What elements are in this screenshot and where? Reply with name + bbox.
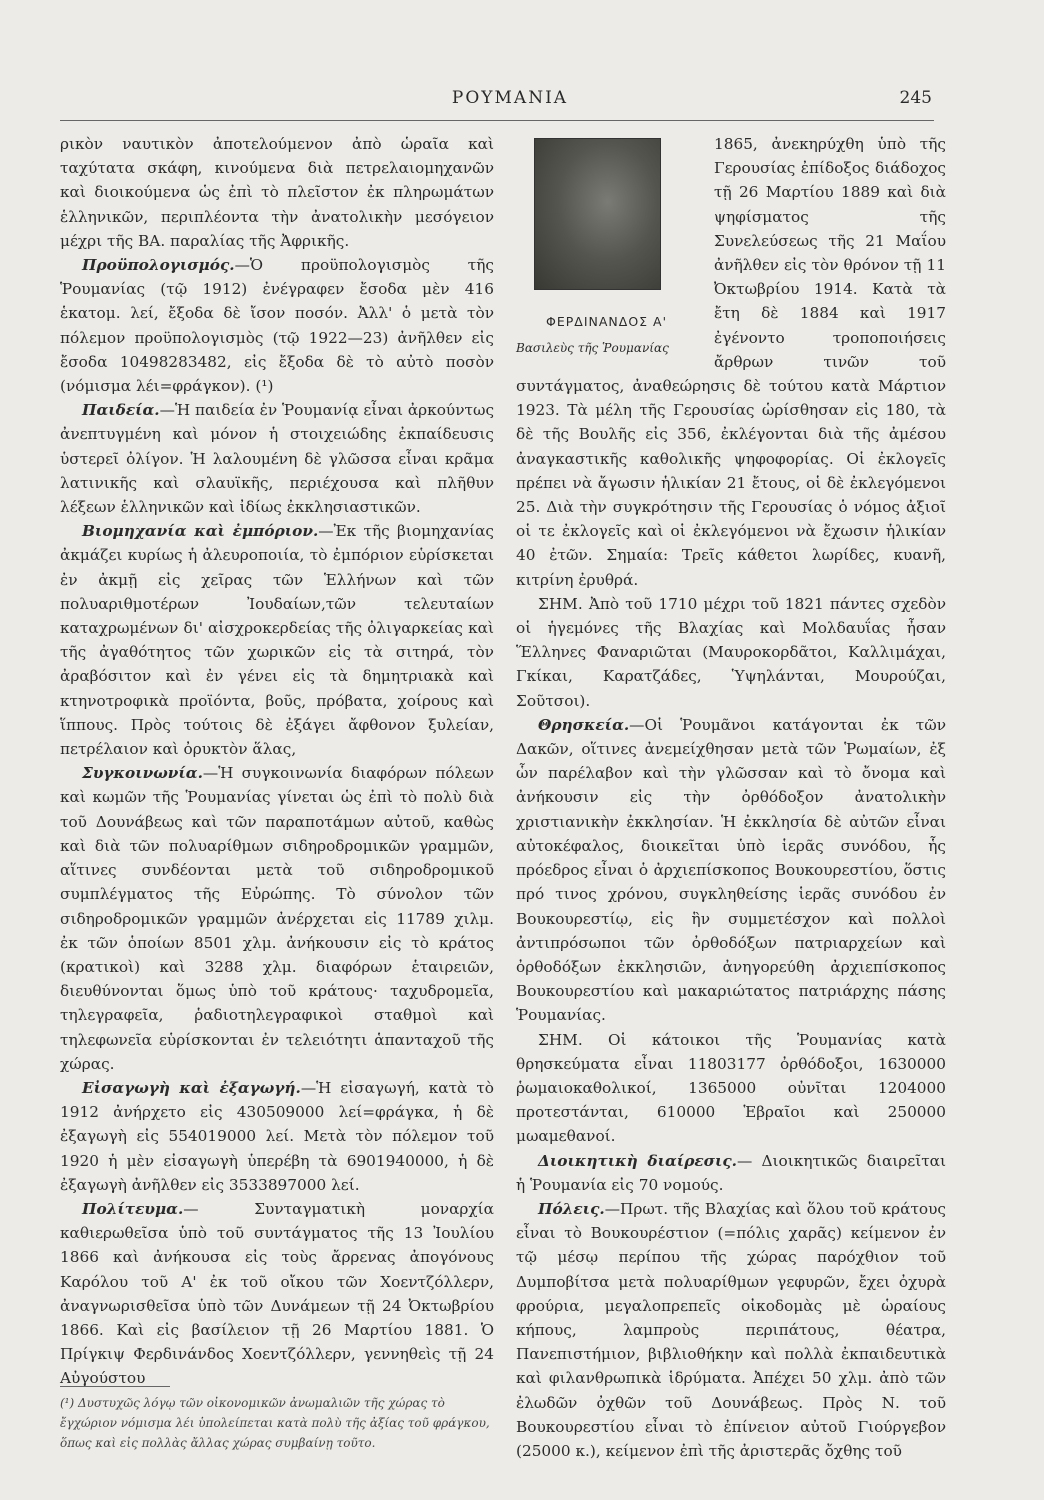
text-polity: — Συνταγματικὴ μοναρχία καθιερωθεῖσα ὑπὸ τοῦ συντάγματος τῆς 13 Ἰουλίου 1866 καὶ ἀνήκουσα εἰς τοὺς ἄρρενας ἀπογόνους Καρόλου τοῦ Α' ἐκ τοῦ οἴκου τῶν Χοεντζόλλερν, ἀναγνωρισθεῖσα ὑπὸ τῶν Δυνάμεων τῇ 24 Ὀκτωβρίου 1866. Καὶ εἰς βασίλειον τῇ 26 Μαρτίου 1881. Ὁ Πρίγκιψ Φερδινάνδος Χοεντζόλλερν, γεννηθεὶς τῇ 24 Αὐγούστου <box>60 1199 494 1388</box>
paragraph-industry <box>60 519 494 761</box>
left-column <box>60 132 494 1391</box>
paragraph-succession: 1865, ἀνεκηρύχθη ὑπὸ τῆς Γερουσίας ἐπίδοξος διάδοχος τῇ 26 Μαρτίου 1889 καὶ διὰ ψηφίσματος τῆς Συνελεύσεως τῆς 21 Μαΐου ἀνῆλθεν εἰς τὸν θρόνον τῇ 11 Ὀκτωβρίου 1914. Κατὰ τὰ ἔτη δὲ 1884 καὶ 1917 ἐγένοντο τροποποιήσεις ἄρθρων τινῶν τοῦ συντάγματος, ἀναθεώρησις δὲ τούτου κατὰ Μάρτιον 1923. Τὰ μέλη τῆς Γερουσίας ὡρίσθησαν εἰς 180, τὰ δὲ τῆς Βουλῆς εἰς 356, ἐκλέγονται διὰ τῆς ἀμέσου ἀναγκαστικῆς καθολικῆς ψηφοφορίας. Οἱ ἐκλογεῖς πρέπει νὰ ἄγωσιν ἡλικίαν 21 ἔτους, οἱ δὲ ἐκλεγόμενοι 25. Διὰ τὴν συγκρότησιν τῆς Γερουσίας ὁ νόμος ἀξιοῖ οἱ τε ἐκλογεῖς καὶ οἱ ἐκλεγόμενοι νὰ ἔχωσιν ἡλικίαν 40 ἐτῶν. Σημαία: Τρεῖς κάθετοι λωρίδες, κυανῆ, κιτρίνη ἐρυθρά. <box>516 135 946 589</box>
paragraph-note-phanariots: ΣΗΜ. Ἀπὸ τοῦ 1710 μέχρι τοῦ 1821 πάντες σχεδὸν οἱ ἡγεμόνες τῆς Βλαχίας καὶ Μολδαυΐας ἦσαν Ἕλληνες Φαναριῶται (Μαυροκορδᾶτοι, Καλλιμάχαι, Γκίκαι, Καρατζάδες, Ὑψηλάνται, Μουρούζαι, Σοῦτσοι). <box>516 594 946 710</box>
portrait-figure <box>516 132 706 360</box>
portrait-caption-name: ΦΕΡΔΙΝΑΝΔΟΣ Α' <box>546 314 668 329</box>
paragraph-administration <box>516 1149 946 1197</box>
heading-communication: Συγκοινωνία. <box>82 764 203 783</box>
running-header-title: ΡΟΥΜΑΝΙΑ <box>451 88 569 108</box>
paragraph-religion <box>516 713 946 1028</box>
text-cities: —Πρωτ. τῆς Βλαχίας καὶ ὅλου τοῦ κράτους εἶναι τὸ Βουκουρέστιον (=πόλις χαρᾶς) κείμενον ἐν τῷ μέσῳ περίπου τῆς χώρας παρόχθιον τοῦ Δυμποβίτσα μετὰ πολυαρίθμων γεφυρῶν, ἔχει ὀχυρὰ φρούρια, μεγαλοπρεπεῖς οἰκοδομὰς μὲ ὡραίους κήπους, λαμπροὺς περιπάτους, θέατρα, Πανεπιστήμιον, βιβλιοθήκην καὶ πολλὰ ἐκπαιδευτικὰ καὶ φιλανθρωπικὰ ἱδρύματα. Ἀπέχει 50 χλμ. ἀπὸ τῶν ἐλωδῶν ὀχθῶν τοῦ Δουνάβεως. Πρὸς Ν. τοῦ Βουκουρεστίου εἶναι τὸ ἐπίνειον αὐτοῦ Γιούργεβον (25000 κ.), κείμενον ἐπὶ τῆς ἀριστερᾶς ὄχθης τοῦ <box>516 1199 946 1460</box>
text-communication: —Ἡ συγκοινωνία διαφόρων πόλεων καὶ κωμῶν τῆς Ῥουμανίας γίνεται ὡς ἐπὶ τὸ πολὺ διὰ τοῦ Δουνάβεως καὶ τῶν παραποτάμων αὐτοῦ, καθὼς καὶ διὰ τῶν πολυαρίθμων σιδηροδρομικῶν γραμμῶν, αἵτινες συνδέονται μετὰ τοῦ σιδηροδρομικοῦ συμπλέγματος τῆς Εὐρώπης. Τὸ σύνολον τῶν σιδηροδρομικῶν γραμμῶν ἀνέρχεται εἰς 11789 χιλμ. ἐκ τῶν ὁποίων 8501 χλμ. ἀνήκουσιν εἰς τὸ κράτος (κρατικοὶ) καὶ 3288 χλμ. διαφόρων ἑταιρειῶν, διευθύνονται ὅμως ὑπὸ τοῦ κράτους· ταχυδρομεῖα, τηλεγραφεῖα, ῥαδιοτηλεγραφικοὶ σταθμοὶ καὶ τηλεφωνεῖα εὑρίσκονται ἐν τελειότητι ἁπανταχοῦ τῆς χώρας. <box>60 764 494 1073</box>
paragraph-budget <box>60 253 494 398</box>
header-rule <box>60 120 934 121</box>
text-industry: —Ἐκ τῆς βιομηχανίας ἀκμάζει κυρίως ἡ ἀλευροποιία, τὸ ἐμπόριον εὑρίσκεται ἐν ἀκμῇ εἰς χεῖρας τῶν Ἑλλήνων καὶ τῶν πολυαριθμοτέρων Ἰουδαίων,τῶν τελευταίων καταχρωμένων δι' αἰσχροκερδείας τῆς ὀλιγαρκείας καὶ τῆς ἀγαθότητος τῶν χωρικῶν εἰς τὰ σιτηρά, τὸν ἀραβόσιτον καὶ ἐν γένει εἰς τὰ δημητριακὰ καὶ κτηνοτροφικὰ προϊόντα, βοῦς, πρόβατα, χοίρους καὶ ἵππους. Πρὸς τούτοις δὲ ἐξάγει ἄφθονον ξυλείαν, πετρέλαιον καὶ ὀρυκτὸν ἅλας, <box>60 522 494 759</box>
paragraph-intro: ρικὸν ναυτικὸν ἀποτελούμενον ἀπὸ ὡραῖα καὶ ταχύτατα σκάφη, κινούμενα διὰ πετρελαιομηχανῶν καὶ διοικούμενα ὡς ἐπὶ τὸ πλεῖστον ἐκ πληρωμάτων ἑλληνικῶν, περιπλέοντα τὴν ἀνατολικὴν μεσόγειον μέχρι τῆς ΒΑ. παραλίας τῆς Ἀφρικῆς. <box>60 135 494 250</box>
paragraph-trade <box>60 1076 494 1197</box>
heading-trade: Εἰσαγωγὴ καὶ ἐξαγωγή. <box>82 1078 301 1097</box>
heading-administration: Διοικητικὴ διαίρεσις. <box>538 1151 737 1170</box>
text-budget: —Ὁ προϋπολογισμὸς τῆς Ῥουμανίας (τῷ 1912) ἐνέγραφεν ἔσοδα μὲν 416 ἑκατομ. λεί, ἔξοδα δὲ ἴσον ποσόν. Ἀλλ' ὁ μετὰ τὸν πόλεμον προϋπολογισμὸς (τῷ 1922—23) ἀνῆλθεν εἰς ἔσοδα 10498283482, εἰς ἔξοδα δὲ τὸ αὐτὸ ποσὸν (νόμισμα λέι=φράγκον). (¹) <box>60 256 494 396</box>
heading-industry: Βιομηχανία καὶ ἐμπόριον. <box>82 522 319 541</box>
page-number: 245 <box>899 88 932 108</box>
paragraph-polity <box>60 1197 494 1391</box>
text-religion: —Οἱ Ῥουμᾶνοι κατάγονται ἐκ τῶν Δακῶν, οἵτινες ἀνεμείχθησαν μετὰ τῶν Ῥωμαίων, ἐξ ὧν παρέλαβον καὶ τὴν γλῶσσαν καὶ τὸ ὄνομα καὶ ἀνήκουσιν εἰς τὴν ὀρθόδοξον ἀνατολικὴν χριστιανικὴν ἐκκλησίαν. Ἡ ἐκκλησία δὲ αὐτῶν εἶναι αὐτοκέφαλος, διοικεῖται ὑπὸ ἱερᾶς συνόδου, ἧς πρόεδρος εἶναι ὁ ἀρχιεπίσκοπος Βουκουρεστίου, ὅστις πρό τινος χρόνου, συγκληθείσης ἱερᾶς συνόδου ἐν Βουκουρεστίῳ, εἰς ἣν συμμετέσχον καὶ πολλοὶ ἀντιπρόσωποι τῶν ὀρθοδόξων πατριαρχείων καὶ ὀρθοδόξων ἐκκλησιῶν, ἀνηγορεύθη ἀρχιεπίσκοπος Βουκουρεστίου καὶ μακαριώτατος πατριάρχης πάσης Ῥουμανίας. <box>516 715 946 1025</box>
text-education: —Ἡ παιδεία ἐν Ῥουμανίᾳ εἶναι ἀρκούντως ἀνεπτυγμένη καὶ μόνον ἡ στοιχειώδης ἐκπαίδευσις ὑστερεῖ ὀλίγον. Ἡ λαλουμένη δὲ γλῶσσα εἶναι κρᾶμα λατινικῆς καὶ σλαυϊκῆς, περιέχουσα καὶ πλῆθυν λέξεων ἑλληνικῶν καὶ ἰδίως ἐκκλησιαστικῶν. <box>60 401 495 517</box>
heading-religion: Θρησκεία. <box>538 715 630 734</box>
footnote-rule <box>60 1386 170 1387</box>
footnote: (¹) Δυστυχῶς λόγῳ τῶν οἰκονομικῶν ἀνωμαλιῶν τῆς χώρας τὸ ἔγχώριον νόμισμα λέι ὑπολείπεται κατὰ πολὺ τῆς ἀξίας τοῦ φράγκου, ὅπως καὶ εἰς πολλὰς ἄλλας χώρας συμβαίνῃ τοῦτο. <box>60 1396 490 1450</box>
paragraph-note-population: ΣΗΜ. Οἱ κάτοικοι τῆς Ῥουμανίας κατὰ θρησκεύματα εἶναι 11803177 ὀρθόδοξοι, 1630000 ῥωμαιοκαθολικοί, 1365000 οὐνῖται 1204000 προτεστάνται, 610000 Ἑβραῖοι καὶ 250000 μωαμεθανοί. <box>516 1030 946 1146</box>
text-trade: —Ἡ εἰσαγωγή, κατὰ τὸ 1912 ἀνήρχετο εἰς 430509000 λεί=φράγκα, ἡ δὲ ἐξαγωγὴ εἰς 554019000 λεί. Μετὰ τὸν πόλεμον τοῦ 1920 ἡ μὲν εἰσαγωγὴ ὑπερέβη τὰ 6901940000, ἡ δὲ ἐξαγωγὴ ἀνῆλθεν εἰς 3533897000 λεί. <box>60 1078 494 1194</box>
king-portrait-image <box>534 138 661 290</box>
heading-polity: Πολίτευμα. <box>82 1199 184 1218</box>
heading-cities: Πόλεις. <box>538 1199 605 1218</box>
paragraph-education <box>60 398 494 519</box>
text-administration: — Διοικητικῶς διαιρεῖται ἡ Ῥουμανία εἰς 70 νομούς. <box>516 1151 946 1194</box>
right-column <box>516 132 946 1463</box>
heading-education: Παιδεία. <box>82 401 160 420</box>
heading-budget: Προϋπολογισμός. <box>82 256 235 275</box>
portrait-caption-title: Βασιλεὺς τῆς Ῥουμανίας <box>516 341 669 356</box>
paragraph-cities <box>516 1197 946 1463</box>
paragraph-communication <box>60 761 494 1076</box>
